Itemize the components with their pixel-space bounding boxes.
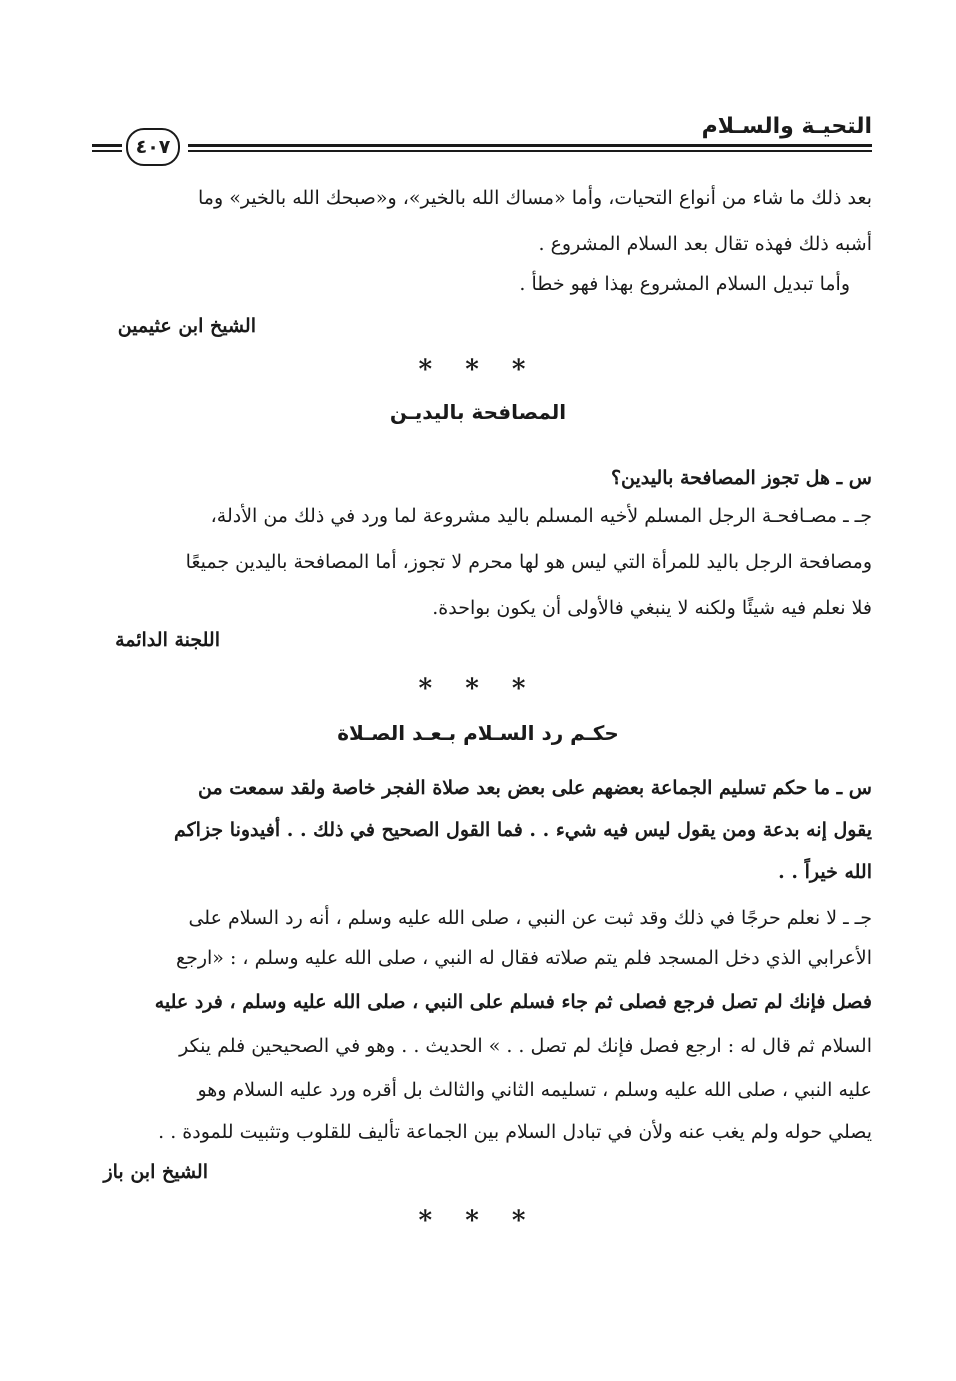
body-line: بعد ذلك ما شاء من أنواع التحيات، وأما «مساك الله بالخير»، و«صبحك الله بالخير» وما	[198, 187, 872, 209]
header-rule	[92, 143, 872, 155]
answer-line: يصلي حوله ولم يغب عنه ولأن في تبادل السلام بين الجماعة تأليف للقلوب وتثبيت للمودة . .	[158, 1121, 872, 1143]
question-line: الله خيراً . .	[778, 861, 872, 883]
answer-line: عليه النبي ، صلى الله عليه وسلم ، تسليمه الثاني والثالث بل أقره ورد عليه السلام وهو	[197, 1079, 872, 1101]
answer-line: جـ ـ لا نعلم حرجًا في ذلك وقد ثبت عن النبي ، صلى الله عليه وسلم ، أنه رد السلام على	[188, 907, 872, 929]
separator-stars: * * *	[418, 355, 538, 385]
signature-ibn-baz: الشيخ ابن باز	[103, 1161, 208, 1183]
body-line: وأما تبديل السلام المشروع بهذا فهو خطأ .	[519, 273, 850, 295]
answer-line: ومصافحة الرجل باليد للمرأة التي ليس هو لها محرم لا تجوز، أما المصافحة باليدين جميعًا	[185, 551, 872, 573]
answer-line: فصل فإنك لم تصل فرجع فصلى ثم جاء فسلم على النبي ، صلى الله عليه وسلم ، فرد عليه	[154, 991, 872, 1013]
answer-line: السلام ثم قال له : ارجع فصل فإنك لم تصل . . » الحديث . . وهو في الصحيحين فلم ينكر	[179, 1035, 872, 1057]
answer-line: جـ ـ مصـافحـة الرجل المسلم لأخيه المسلم باليد مشروعة لما ورد في ذلك من الأدلة،	[210, 505, 872, 527]
running-title: التحيـة والسـلام	[701, 114, 872, 139]
separator-stars: * * *	[418, 674, 538, 704]
question-line: س ـ هل تجوز المصافحة باليدين؟	[610, 467, 872, 489]
page-number-badge: ٤٠٧	[126, 128, 180, 166]
signature-permanent-committee: اللجنة الدائمة	[115, 629, 220, 651]
question-line: س ـ ما حكم تسليم الجماعة بعضهم على بعض بعد صلاة الفجر خاصة ولقد سمعت من	[198, 777, 872, 799]
question-line: يقول إنه بدعة ومن يقول ليس فيه شيء . . فما القول الصحيح في ذلك . . أفيدونا جزاكم	[173, 819, 872, 841]
separator-stars: * * *	[418, 1206, 538, 1236]
section-title-handshake: المصافحة باليديـن	[389, 400, 567, 424]
answer-line: فلا نعلم فيه شيئًا ولكنه لا ينبغي فالأولى أن يكون بواحدة.	[432, 597, 872, 619]
signature-ibn-uthaymeen: الشيخ ابن عثيمين	[117, 315, 256, 337]
body-line: أشبه ذلك فهذه تقال بعد السلام المشروع .	[538, 233, 872, 255]
section-title-salam-after-prayer: حكـم رد السـلام بـعـد الصـلاة	[337, 721, 619, 745]
answer-line: الأعرابي الذي دخل المسجد فلم يتم صلاته فقال له النبي ، صلى الله عليه وسلم ، : «ارجع	[175, 947, 872, 969]
